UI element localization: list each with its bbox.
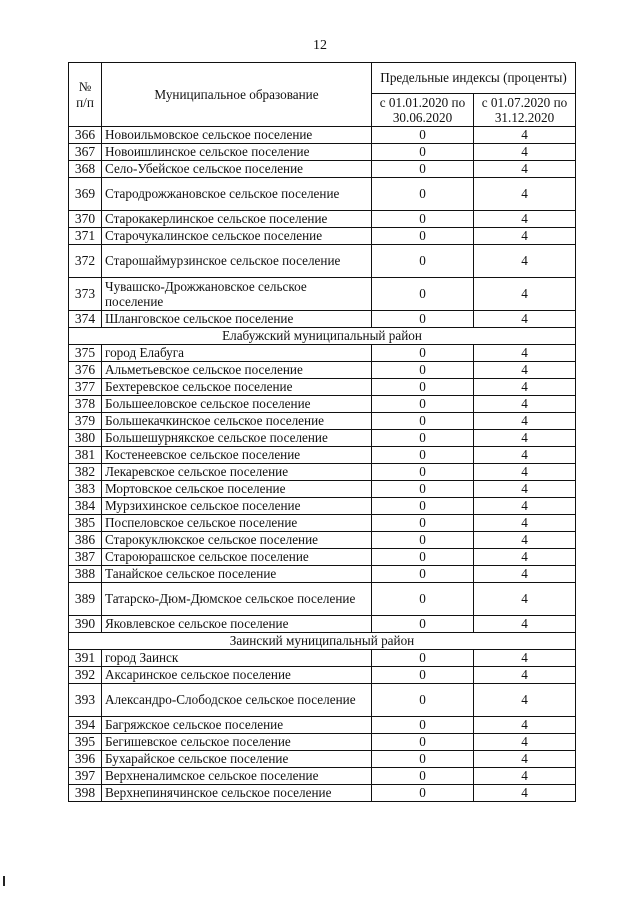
municipality-name: Мурзихинское сельское поселение [102,498,372,515]
municipality-name: Багряжское сельское поселение [102,717,372,734]
index-period-2: 4 [474,447,576,464]
index-period-2: 4 [474,144,576,161]
municipality-name: Танайское сельское поселение [102,566,372,583]
index-period-1: 0 [372,379,474,396]
municipality-name: Старокакерлинское сельское поселение [102,211,372,228]
index-period-1: 0 [372,345,474,362]
municipality-name: Аксаринское сельское поселение [102,667,372,684]
municipality-name: Александро-Слободское сельское поселение [102,684,372,717]
municipality-name: Шланговское сельское поселение [102,311,372,328]
table-row [69,245,576,278]
row-number: 393 [69,684,102,717]
row-number: 376 [69,362,102,379]
region-header-row [69,633,576,650]
municipality-name: Большекачкинское сельское поселение [102,413,372,430]
index-period-2: 4 [474,717,576,734]
row-number: 389 [69,583,102,616]
row-number: 394 [69,717,102,734]
municipality-name: Староюрашское сельское поселение [102,549,372,566]
index-period-1: 0 [372,413,474,430]
row-number: 392 [69,667,102,684]
table-row [69,498,576,515]
municipality-name: Стародрожжановское сельское поселение [102,178,372,211]
index-period-2: 4 [474,650,576,667]
table-row [69,345,576,362]
row-number: 384 [69,498,102,515]
table-row [69,616,576,633]
index-period-1: 0 [372,481,474,498]
index-period-2: 4 [474,178,576,211]
municipality-name: Мортовское сельское поселение [102,481,372,498]
index-period-2: 4 [474,245,576,278]
index-period-2: 4 [474,413,576,430]
row-number: 377 [69,379,102,396]
table-row [69,751,576,768]
scan-edge-mark [3,876,5,886]
table-row [69,684,576,717]
header-limit-indexes: Предельные индексы (проценты) [372,63,576,94]
index-period-2: 4 [474,362,576,379]
table-row [69,515,576,532]
municipality-name: Новоишлинское сельское поселение [102,144,372,161]
table-row [69,717,576,734]
index-period-1: 0 [372,583,474,616]
index-period-1: 0 [372,464,474,481]
table-row [69,532,576,549]
table-row [69,481,576,498]
index-period-1: 0 [372,447,474,464]
municipality-name: Большееловское сельское поселение [102,396,372,413]
row-number: 371 [69,228,102,245]
header-number: № п/п [69,63,102,127]
row-number: 366 [69,127,102,144]
municipality-name: Верхненалимское сельское поселение [102,768,372,785]
header-municipality: Муниципальное образование [102,63,372,127]
index-period-1: 0 [372,549,474,566]
index-period-1: 0 [372,684,474,717]
municipality-name: город Елабуга [102,345,372,362]
municipality-name: Старокуклюкское сельское поселение [102,532,372,549]
index-period-1: 0 [372,228,474,245]
row-number: 372 [69,245,102,278]
row-number: 370 [69,211,102,228]
municipality-name: Татарско-Дюм-Дюмское сельское поселение [102,583,372,616]
table-row [69,362,576,379]
municipality-name: Бегишевское сельское поселение [102,734,372,751]
row-number: 390 [69,616,102,633]
index-period-2: 4 [474,566,576,583]
row-number: 395 [69,734,102,751]
index-period-2: 4 [474,768,576,785]
municipality-name: Бехтеревское сельское поселение [102,379,372,396]
table-row [69,566,576,583]
row-number: 367 [69,144,102,161]
index-period-1: 0 [372,566,474,583]
table-row [69,430,576,447]
index-period-1: 0 [372,532,474,549]
municipality-name: Альметьевское сельское поселение [102,362,372,379]
table-row [69,144,576,161]
index-period-2: 4 [474,583,576,616]
index-period-1: 0 [372,362,474,379]
row-number: 387 [69,549,102,566]
region-header-row [69,328,576,345]
index-period-1: 0 [372,245,474,278]
index-period-1: 0 [372,144,474,161]
table-header [69,63,576,127]
index-period-1: 0 [372,515,474,532]
index-period-2: 4 [474,734,576,751]
index-period-2: 4 [474,667,576,684]
index-period-2: 4 [474,515,576,532]
row-number: 380 [69,430,102,447]
index-period-1: 0 [372,650,474,667]
index-period-2: 4 [474,311,576,328]
index-period-1: 0 [372,785,474,802]
index-period-2: 4 [474,345,576,362]
index-period-1: 0 [372,178,474,211]
region-name: Заинский муниципальный район [69,633,576,650]
index-period-1: 0 [372,616,474,633]
index-period-2: 4 [474,684,576,717]
row-number: 379 [69,413,102,430]
index-period-2: 4 [474,161,576,178]
table-row [69,211,576,228]
index-period-2: 4 [474,430,576,447]
municipality-name: Поспеловское сельское поселение [102,515,372,532]
municipality-name: Чувашско-Дрожжановское сельское поселение [102,278,372,311]
table-row [69,447,576,464]
municipality-name: Старочукалинское сельское поселение [102,228,372,245]
table-row [69,650,576,667]
header-period-1: с 01.01.2020 по 30.06.2020 [372,94,474,127]
table-row [69,178,576,211]
index-period-2: 4 [474,127,576,144]
row-number: 373 [69,278,102,311]
index-period-1: 0 [372,430,474,447]
index-period-1: 0 [372,161,474,178]
index-period-1: 0 [372,127,474,144]
row-number: 378 [69,396,102,413]
table-row [69,127,576,144]
municipality-name: Верхнепинячинское сельское поселение [102,785,372,802]
row-number: 382 [69,464,102,481]
row-number: 396 [69,751,102,768]
index-period-2: 4 [474,379,576,396]
index-period-2: 4 [474,464,576,481]
table-body [69,127,576,802]
table-row [69,785,576,802]
index-period-2: 4 [474,785,576,802]
table-row [69,228,576,245]
index-period-1: 0 [372,396,474,413]
row-number: 386 [69,532,102,549]
table-row [69,768,576,785]
municipality-name: Село-Убейское сельское поселение [102,161,372,178]
table-row [69,549,576,566]
municipality-name: Костенеевское сельское поселение [102,447,372,464]
row-number: 383 [69,481,102,498]
index-period-1: 0 [372,717,474,734]
table-row [69,413,576,430]
row-number: 385 [69,515,102,532]
table-row [69,734,576,751]
row-number: 375 [69,345,102,362]
table-row [69,311,576,328]
index-period-2: 4 [474,211,576,228]
index-period-2: 4 [474,498,576,515]
table-row [69,278,576,311]
index-period-1: 0 [372,211,474,228]
index-period-1: 0 [372,311,474,328]
table-row [69,161,576,178]
region-name: Елабужский муниципальный район [69,328,576,345]
index-period-2: 4 [474,228,576,245]
row-number: 398 [69,785,102,802]
index-period-1: 0 [372,667,474,684]
municipality-name: Старошаймурзинское сельское поселение [102,245,372,278]
index-period-1: 0 [372,768,474,785]
index-period-2: 4 [474,278,576,311]
municipality-name: город Заинск [102,650,372,667]
row-number: 374 [69,311,102,328]
index-period-2: 4 [474,396,576,413]
row-number: 369 [69,178,102,211]
index-period-2: 4 [474,549,576,566]
table-row [69,379,576,396]
index-period-1: 0 [372,278,474,311]
row-number: 388 [69,566,102,583]
row-number: 381 [69,447,102,464]
index-period-2: 4 [474,751,576,768]
table-row [69,583,576,616]
index-period-2: 4 [474,616,576,633]
row-number: 368 [69,161,102,178]
tariff-index-table [68,62,576,802]
page-number: 12 [313,38,327,53]
table-row [69,464,576,481]
table-row [69,396,576,413]
row-number: 397 [69,768,102,785]
header-period-2: с 01.07.2020 по 31.12.2020 [474,94,576,127]
municipality-name: Яковлевское сельское поселение [102,616,372,633]
municipality-name: Бухарайское сельское поселение [102,751,372,768]
municipality-name: Большешурнякское сельское поселение [102,430,372,447]
index-period-1: 0 [372,498,474,515]
index-period-2: 4 [474,481,576,498]
municipality-name: Лекаревское сельское поселение [102,464,372,481]
index-period-1: 0 [372,734,474,751]
index-period-1: 0 [372,751,474,768]
table-row [69,667,576,684]
row-number: 391 [69,650,102,667]
index-period-2: 4 [474,532,576,549]
municipality-name: Новоильмовское сельское поселение [102,127,372,144]
